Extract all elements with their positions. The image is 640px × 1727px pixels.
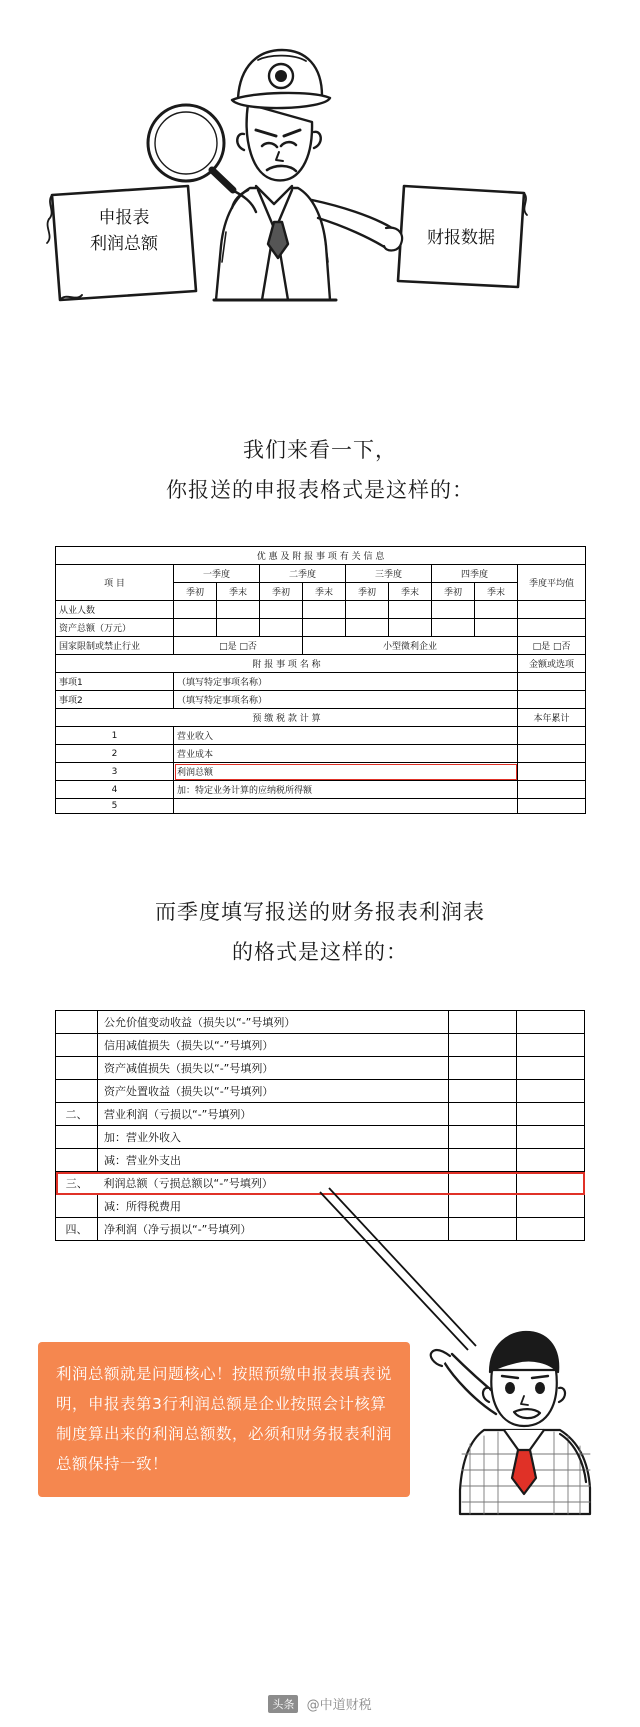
table1-section2-right: 本年累计 xyxy=(518,709,586,727)
declaration-form-table-wrap xyxy=(55,546,585,814)
table1-matter-2-label: 事项2 xyxy=(56,691,174,709)
table1-quarter-1: 一季度 xyxy=(174,565,260,583)
table-row xyxy=(56,601,586,619)
row-label-total-profit: 利润总额（亏损总额以“-”号填列） xyxy=(98,1172,449,1195)
table1-sub-q4-start: 季初 xyxy=(432,583,475,601)
table-row xyxy=(56,727,586,745)
table1-calc-no-5: 5 xyxy=(56,799,174,814)
table-row xyxy=(56,1034,585,1057)
pointing-character-illustration xyxy=(404,1318,634,1518)
table1-calc-label-1: 营业收入 xyxy=(174,727,518,745)
table1-total-profit-row: 利润总额 xyxy=(174,763,518,781)
callout-text: 利润总额就是问题核心！按照预缴申报表填表说明，申报表第3行利润总额是企业按照会计核算制度算出来的利润总额数，必须和财务报表利润总额保持一致！ xyxy=(56,1365,393,1473)
income-statement-table-wrap xyxy=(55,1010,585,1241)
income-statement-table xyxy=(55,1010,585,1241)
table-row-highlighted xyxy=(56,763,586,781)
table1-avg-col: 季度平均值 xyxy=(518,565,586,601)
row-label-non-operating-income: 加：营业外收入 xyxy=(98,1126,449,1149)
table-row xyxy=(56,745,586,763)
table-row xyxy=(56,1195,585,1218)
table1-calc-no-1: 1 xyxy=(56,727,174,745)
row-label-non-operating-expense: 减：营业外支出 xyxy=(98,1149,449,1172)
headline1-line2: 你报送的申报表格式是这样的： xyxy=(166,478,474,502)
row-label-asset-impairment: 资产减值损失（损失以“-”号填列） xyxy=(98,1057,449,1080)
table1-row-restricted-industry: 国家限制或禁止行业 xyxy=(56,637,174,655)
table1-sub-q1-end: 季末 xyxy=(217,583,260,601)
row-lead-0 xyxy=(56,1011,98,1034)
left-document-line1: 申报表 xyxy=(98,208,150,228)
headline2-line2: 的格式是这样的： xyxy=(232,940,408,964)
table1-calc-no-2: 2 xyxy=(56,745,174,763)
row-lead-2 xyxy=(56,1057,98,1080)
officer-hat-icon xyxy=(232,50,330,108)
table1-quarter-3: 三季度 xyxy=(346,565,432,583)
table1-quarter-4: 四季度 xyxy=(432,565,518,583)
row-label-operating-profit: 营业利润（亏损以“-”号填列） xyxy=(98,1103,449,1126)
table-row xyxy=(56,619,586,637)
table1-calc-label-5 xyxy=(174,799,518,814)
footer-watermark xyxy=(0,1694,640,1713)
row-lead-5 xyxy=(56,1126,98,1149)
row-lead-7: 三、 xyxy=(56,1172,98,1195)
table1-sub-q2-start: 季初 xyxy=(260,583,303,601)
row-label-credit-impairment: 信用减值损失（损失以“-”号填列） xyxy=(98,1034,449,1057)
table-row-highlighted xyxy=(56,1172,585,1195)
row-lead-9: 四、 xyxy=(56,1218,98,1241)
table1-matter-1-note: （填写特定事项名称） xyxy=(174,673,518,691)
table1-sub-q1-start: 季初 xyxy=(174,583,217,601)
table1-col-item: 项 目 xyxy=(56,565,174,601)
row-label-fair-value-change: 公允价值变动收益（损失以“-”号填列） xyxy=(98,1011,449,1034)
table-row xyxy=(56,637,586,655)
table1-row-assets: 资产总额（万元） xyxy=(56,619,174,637)
toutiao-logo: 头条 xyxy=(268,1695,298,1713)
inspector-illustration-svg xyxy=(0,0,640,400)
row-label-asset-disposal: 资产处置收益（损失以“-”号填列） xyxy=(98,1080,449,1103)
declaration-form-table xyxy=(55,546,586,814)
table1-attachment-amount-col: 金额或选项 xyxy=(518,655,586,673)
table1-calc-label-4: 加：特定业务计算的应纳税所得额 xyxy=(174,781,518,799)
table-row xyxy=(56,1080,585,1103)
row-lead-8 xyxy=(56,1195,98,1218)
row-lead-1 xyxy=(56,1034,98,1057)
table-row xyxy=(56,781,586,799)
row-label-net-profit: 净利润（净亏损以“-”号填列） xyxy=(98,1218,449,1241)
table1-row-employees: 从业人数 xyxy=(56,601,174,619)
row-lead-6 xyxy=(56,1149,98,1172)
right-document-line1: 财报数据 xyxy=(427,228,495,248)
row-lead-4: 二、 xyxy=(56,1103,98,1126)
table1-calc-no-3: 3 xyxy=(56,763,174,781)
table1-small-profit-label: 小型微利企业 xyxy=(303,637,518,655)
table1-matter-1-label: 事项1 xyxy=(56,673,174,691)
row-lead-3 xyxy=(56,1080,98,1103)
table1-sub-q4-end: 季末 xyxy=(475,583,518,601)
table1-attachment-title: 附 报 事 项 名 称 xyxy=(56,655,518,673)
table1-sub-q3-start: 季初 xyxy=(346,583,389,601)
headline-block-1 xyxy=(0,430,640,510)
headline2-line1: 而季度填写报送的财务报表利润表 xyxy=(155,900,485,924)
inspector-head xyxy=(237,104,321,180)
table1-calc-no-4: 4 xyxy=(56,781,174,799)
table-row-partial xyxy=(56,799,586,814)
table-row xyxy=(56,1126,585,1149)
table-row xyxy=(56,1011,585,1034)
table1-section2-title: 预 缴 税 款 计 算 xyxy=(56,709,518,727)
left-document-line2: 利润总额 xyxy=(90,234,158,254)
table-row xyxy=(56,673,586,691)
footer-account-name: @中道财税 xyxy=(306,1698,372,1713)
headline-block-2 xyxy=(0,892,640,972)
table-row xyxy=(56,1103,585,1126)
table-row xyxy=(56,1218,585,1241)
table1-sub-q3-end: 季末 xyxy=(389,583,432,601)
row-label-income-tax-expense: 减：所得税费用 xyxy=(98,1195,449,1218)
table1-quarter-2: 二季度 xyxy=(260,565,346,583)
headline1-line1: 我们来看一下， xyxy=(243,438,397,462)
table-row xyxy=(56,691,586,709)
table-row xyxy=(56,1149,585,1172)
table1-matter-2-note: （填写特定事项名称） xyxy=(174,691,518,709)
table1-restricted-option: □是 □否 xyxy=(174,637,303,655)
table1-sub-q2-end: 季末 xyxy=(303,583,346,601)
table1-small-profit-option: □是 □否 xyxy=(518,637,586,655)
table1-title: 优 惠 及 附 报 事 项 有 关 信 息 xyxy=(56,547,586,565)
callout-box xyxy=(38,1342,410,1497)
table1-calc-label-2: 营业成本 xyxy=(174,745,518,763)
header-illustration xyxy=(0,0,640,400)
table-row xyxy=(56,1057,585,1080)
